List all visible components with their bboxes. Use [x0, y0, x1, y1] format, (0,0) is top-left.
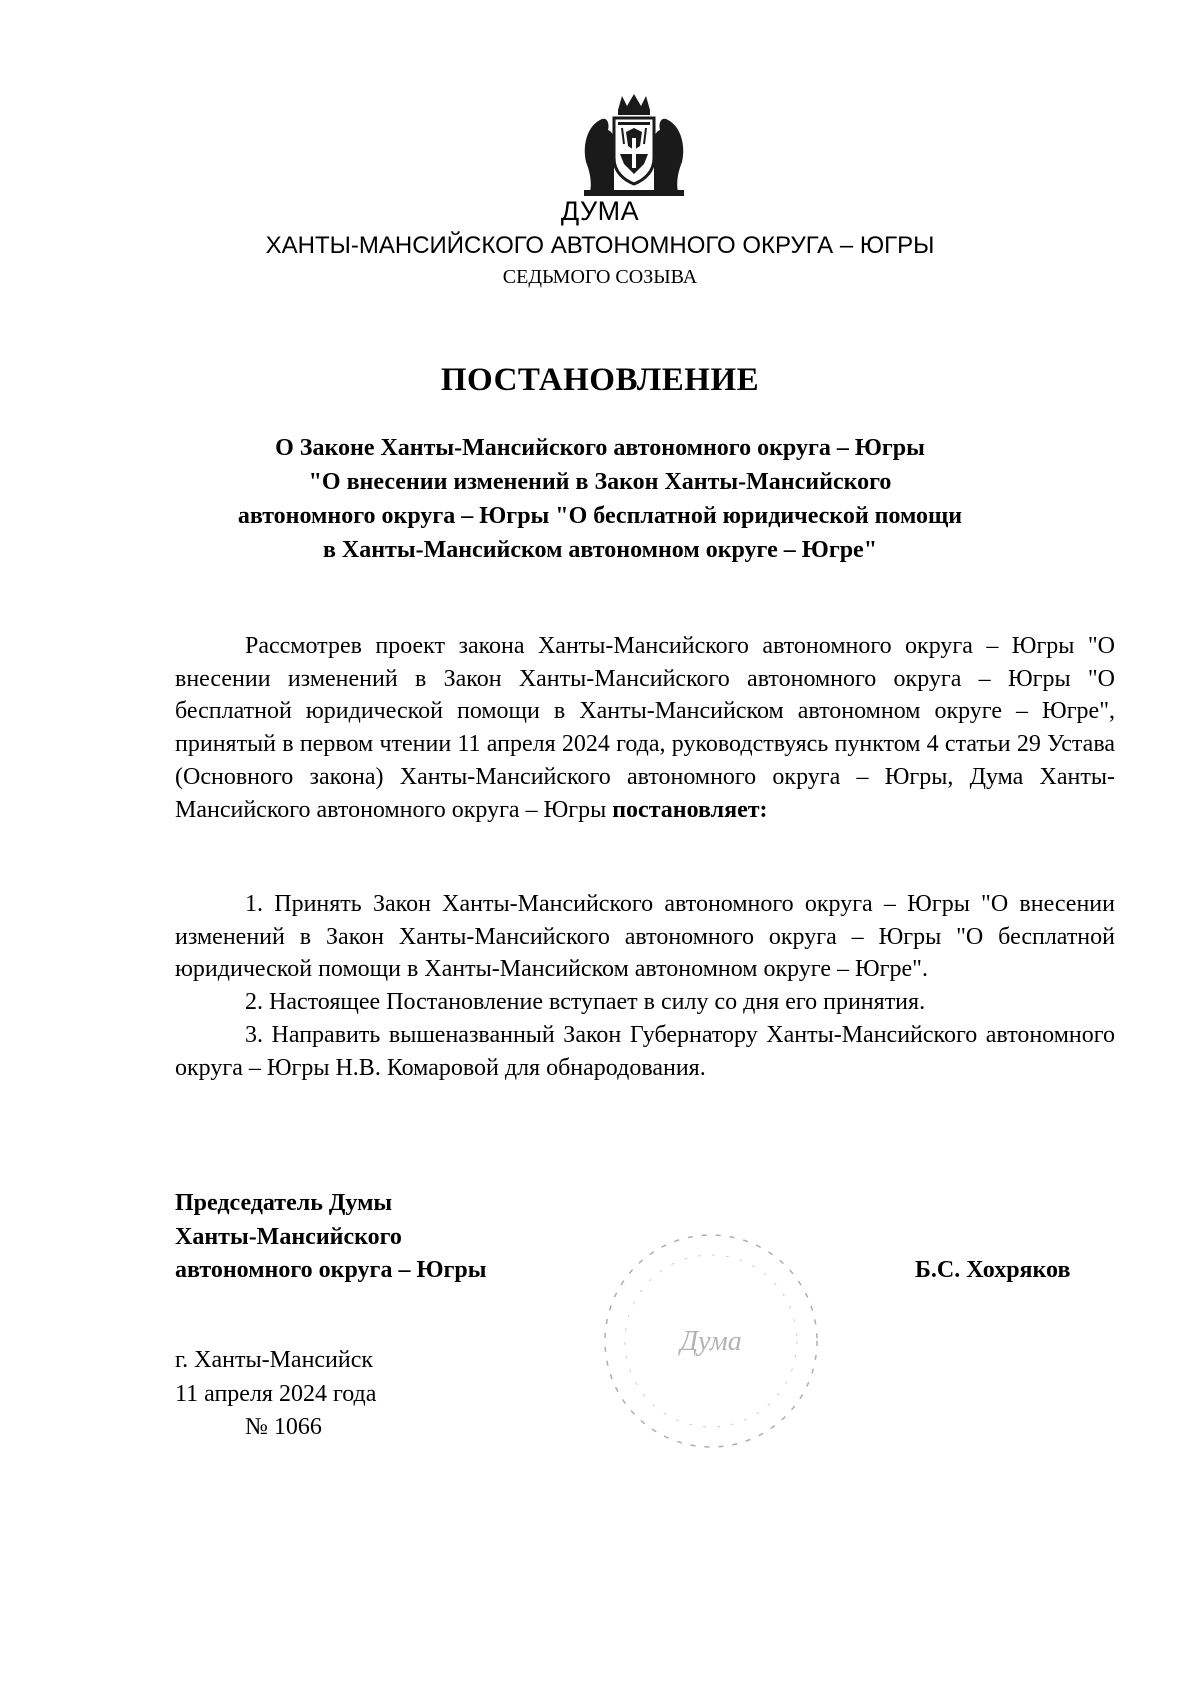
- official-seal-stamp: [598, 1228, 824, 1454]
- subject-line: автономного округа – Югры "О бесплатной юридической помощи: [237, 503, 963, 529]
- signatory-name: Б.С. Хохряков: [915, 1257, 1071, 1283]
- resolution-item: 3. Направить вышеназванный Закон Губернатору Ханты-Мансийского автономного округа – Югры Н.В. Комаровой для обнародования.: [175, 1021, 1115, 1081]
- convocation-label: СЕДЬМОГО СОЗЫВА: [502, 266, 698, 288]
- seal-text: Дума: [680, 1326, 742, 1357]
- resolution-item: 1. Принять Закон Ханты-Мансийского автономного округа – Югры "О внесении изменений в Закон Ханты-Мансийского автономного округа – Югры "О бесплатной юридической помощи в Ханты-Мансийском автономном округе – Югре".: [175, 891, 1115, 983]
- organization-short-name: ДУМА: [560, 196, 640, 226]
- coat-of-arms-icon: [580, 92, 688, 198]
- place-and-date: [175, 1344, 376, 1445]
- subject-line: "О внесении изменений в Закон Ханты-Мансийского: [308, 469, 892, 495]
- document-number: № 1066: [245, 1414, 322, 1440]
- resolution-item: 2. Настоящее Постановление вступает в силу со дня его принятия.: [245, 989, 926, 1016]
- signatory-title-line: Ханты-Мансийского: [175, 1223, 402, 1250]
- resolution-items: [175, 888, 1115, 1084]
- signatory-title-line: Председатель Думы: [175, 1190, 393, 1216]
- document-type-title: ПОСТАНОВЛЕНИЕ: [440, 362, 760, 398]
- city: г. Ханты-Мансийск: [175, 1347, 374, 1373]
- signatory-title-line: автономного округа – Югры: [175, 1257, 487, 1283]
- resolution-verb: постановляет:: [612, 796, 768, 823]
- date: 11 апреля 2024 года: [175, 1380, 377, 1407]
- subject-line: О Законе Ханты-Мансийского автономного округа – Югры: [275, 435, 925, 461]
- preamble-paragraph: [175, 630, 1115, 826]
- preamble-text: Рассмотрев проект закона Ханты-Мансийского автономного округа – Югры "О внесении изменений в Закон Ханты-Мансийского автономного округа – Югры "О бесплатной юридической помощи в Ханты-Мансийском автономном округе – Югре", принятый в первом чтении 11 апреля 2024 года, руководствуясь пунктом 4 статьи 29 Устава (Основного закона) Ханты-Мансийского автономного округа – Югры, Дума Ханты-Мансийского автономного округа – Югры: [175, 633, 1115, 823]
- organization-full-name: ХАНТЫ-МАНСИЙСКОГО АВТОНОМНОГО ОКРУГА – ЮГРЫ: [265, 232, 935, 259]
- document-subject: [170, 431, 1030, 567]
- subject-line: в Ханты-Мансийском автономном округе – Югре": [322, 537, 878, 563]
- signatory-title: [175, 1187, 486, 1288]
